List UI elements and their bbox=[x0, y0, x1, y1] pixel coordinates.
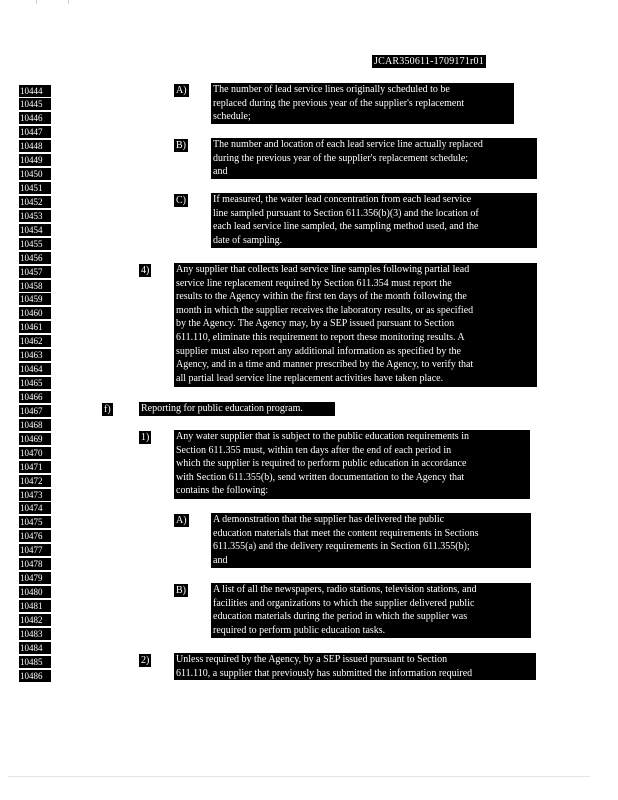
item-text-block bbox=[174, 653, 536, 680]
text-line: education materials during the period in which the supplier was bbox=[213, 611, 468, 623]
line-number: 10452 bbox=[19, 196, 51, 208]
text-line: Section 611.355 must, within ten days after the end of each period in bbox=[176, 444, 452, 456]
text-line: A demonstration that the supplier has delivered the public bbox=[213, 514, 445, 525]
line-number: 10472 bbox=[19, 475, 51, 487]
line-number: 10448 bbox=[19, 140, 51, 152]
scan-mark bbox=[36, 0, 37, 4]
line-number: 10474 bbox=[19, 502, 51, 514]
line-number: 10450 bbox=[19, 168, 51, 180]
line-number: 10466 bbox=[19, 391, 51, 403]
scan-mark bbox=[68, 0, 69, 4]
item-label: 1) bbox=[141, 432, 150, 443]
item-label: f) bbox=[104, 404, 111, 415]
item-label: B) bbox=[176, 140, 186, 151]
line-number: 10464 bbox=[19, 363, 51, 375]
text-line: facilities and organizations to which the supplier delivered public bbox=[213, 597, 475, 609]
line-number: 10480 bbox=[19, 586, 51, 598]
page-bottom-rule bbox=[8, 776, 590, 777]
item-text-block bbox=[174, 263, 537, 387]
text-line: and bbox=[213, 166, 228, 178]
line-number: 10468 bbox=[19, 419, 51, 431]
item-text-block bbox=[139, 402, 335, 416]
text-line: line sampled pursuant to Section 611.356(b)(3) and the location of bbox=[213, 207, 479, 219]
line-number: 10482 bbox=[19, 614, 51, 626]
item-label: A) bbox=[176, 515, 187, 526]
line-number: 10447 bbox=[19, 126, 51, 138]
text-line: Any supplier that collects lead service line samples following partial lead bbox=[176, 264, 470, 275]
line-number: 10444 bbox=[19, 85, 51, 97]
text-line: results to the Agency within the first ten days of the month following the bbox=[176, 291, 467, 303]
line-number: 10456 bbox=[19, 252, 51, 264]
line-number: 10485 bbox=[19, 656, 51, 668]
line-number: 10473 bbox=[19, 489, 51, 501]
text-line: 611.110, eliminate this requirement to report these monitoring results. A bbox=[176, 331, 465, 343]
text-line: during the previous year of the supplier's replacement schedule; bbox=[213, 152, 469, 164]
item-text-block bbox=[174, 430, 530, 499]
line-number: 10470 bbox=[19, 447, 51, 459]
line-number: 10467 bbox=[19, 405, 51, 417]
text-line: which the supplier is required to perform public education in accordance bbox=[176, 458, 467, 470]
line-number: 10457 bbox=[19, 266, 51, 278]
line-number: 10477 bbox=[19, 544, 51, 556]
line-number: 10451 bbox=[19, 182, 51, 194]
item-label: 4) bbox=[141, 265, 150, 276]
text-line: with Section 611.355(b), send written documentation to the Agency that bbox=[176, 471, 465, 483]
line-number: 10463 bbox=[19, 349, 51, 361]
line-number: 10446 bbox=[19, 112, 51, 124]
line-number: 10454 bbox=[19, 224, 51, 236]
line-number: 10469 bbox=[19, 433, 51, 445]
line-number: 10476 bbox=[19, 530, 51, 542]
text-line: Reporting for public education program. bbox=[141, 403, 303, 414]
text-line: 611.355(a) and the delivery requirements in Section 611.355(b); bbox=[213, 541, 470, 553]
item-text-block bbox=[211, 513, 531, 568]
text-line: service line replacement required by Section 611.354 must report the bbox=[176, 277, 452, 289]
text-line: all partial lead service line replacement activities have taken place. bbox=[176, 372, 444, 384]
line-number: 10460 bbox=[19, 307, 51, 319]
line-number: 10484 bbox=[19, 642, 51, 654]
item-label: A) bbox=[176, 85, 187, 96]
line-number: 10462 bbox=[19, 335, 51, 347]
line-number: 10459 bbox=[19, 293, 51, 305]
item-text-block bbox=[211, 83, 514, 124]
document-id: JCAR350611-1709171r01 bbox=[374, 56, 484, 67]
line-number: 10478 bbox=[19, 558, 51, 570]
line-number: 10453 bbox=[19, 210, 51, 222]
text-line: by the Agency. The Agency may, by a SEP issued pursuant to Section bbox=[176, 318, 455, 330]
text-line: supplier must also report any additional information as specified by the bbox=[176, 345, 461, 357]
line-number: 10471 bbox=[19, 461, 51, 473]
line-number: 10449 bbox=[19, 154, 51, 166]
item-label: C) bbox=[176, 195, 186, 206]
item-label: B) bbox=[176, 585, 186, 596]
item-text-block bbox=[211, 193, 537, 248]
text-line: The number of lead service lines originally scheduled to be bbox=[213, 84, 450, 95]
text-line: Any water supplier that is subject to the public education requirements in bbox=[176, 431, 469, 442]
line-number: 10483 bbox=[19, 628, 51, 640]
text-line: and bbox=[213, 554, 228, 566]
text-line: Agency, and in a time and manner prescribed by the Agency, to verify that bbox=[176, 359, 474, 371]
text-line: schedule; bbox=[213, 111, 251, 123]
text-line: month in which the supplier receives the laboratory results, or as specified bbox=[176, 304, 474, 316]
line-number: 10479 bbox=[19, 572, 51, 584]
text-line: required to perform public education tasks. bbox=[213, 624, 386, 636]
text-line: education materials that meet the content requirements in Sections bbox=[213, 527, 479, 539]
item-text-block bbox=[211, 583, 531, 638]
text-line: date of sampling. bbox=[213, 234, 283, 246]
item-label: 2) bbox=[141, 655, 150, 666]
text-line: A list of all the newspapers, radio stations, television stations, and bbox=[213, 584, 477, 595]
text-line: Unless required by the Agency, by a SEP issued pursuant to Section bbox=[176, 654, 448, 665]
line-number: 10481 bbox=[19, 600, 51, 612]
text-line: contains the following: bbox=[176, 485, 269, 497]
text-line: If measured, the water lead concentration from each lead service bbox=[213, 194, 472, 205]
line-number: 10445 bbox=[19, 98, 51, 110]
text-line: replaced during the previous year of the supplier's replacement bbox=[213, 97, 465, 109]
item-text-block bbox=[211, 138, 537, 179]
line-number: 10458 bbox=[19, 280, 51, 292]
line-number: 10465 bbox=[19, 377, 51, 389]
line-number: 10486 bbox=[19, 670, 51, 682]
text-line: The number and location of each lead service line actually replaced bbox=[213, 139, 483, 150]
line-number: 10475 bbox=[19, 516, 51, 528]
text-line: 611.110, a supplier that previously has submitted the information required bbox=[176, 667, 473, 679]
line-number: 10455 bbox=[19, 238, 51, 250]
text-line: each lead service line sampled, the sampling method used, and the bbox=[213, 221, 479, 233]
line-number: 10461 bbox=[19, 321, 51, 333]
